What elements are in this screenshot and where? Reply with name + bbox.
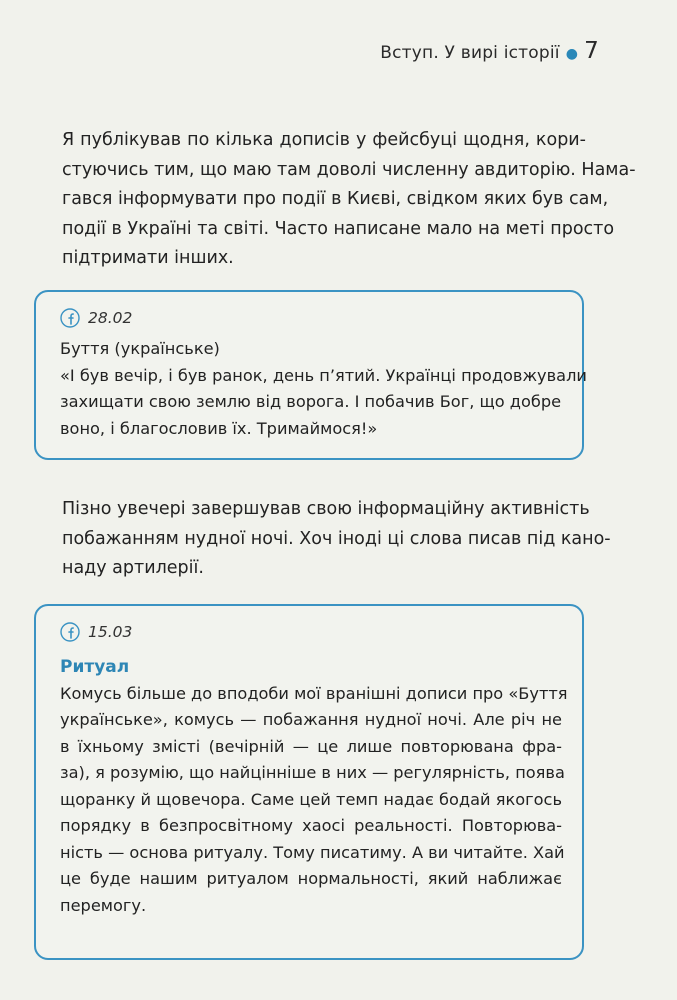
running-title: Вступ. У вирі історії bbox=[380, 43, 560, 63]
text-line: Пізно увечері завершував свою інформаційну активність bbox=[62, 499, 590, 519]
text-line: стуючись тим, що маю там доволі численну авдиторію. Нама- bbox=[62, 159, 636, 180]
text-line: порядку в безпросвітному хаосі реальності. Повторюва- bbox=[60, 816, 562, 835]
text-line: це буде нашим ритуалом нормальності, який наближає bbox=[60, 869, 562, 888]
text-line: наду артилерії. bbox=[62, 558, 204, 578]
text-line: в їхньому змісті (вечірній — це лише повторювана фра- bbox=[60, 736, 562, 756]
post-text bbox=[60, 654, 568, 919]
text-line: підтримати інших. bbox=[62, 248, 234, 268]
text-line: перемогу. bbox=[60, 895, 147, 915]
bullet-dot: ● bbox=[565, 46, 579, 62]
body-paragraph-1 bbox=[62, 126, 636, 274]
post-date: 15.03 bbox=[88, 623, 133, 641]
page-number: 7 bbox=[584, 38, 599, 64]
post-header bbox=[60, 308, 132, 328]
text-line: українське», комусь — побажання нудної ночі. Але річ не bbox=[60, 710, 562, 729]
text-line: щоранку й щовечора. Саме цей темп надає бодай якогось bbox=[60, 789, 562, 809]
facebook-post-box-2 bbox=[34, 604, 584, 960]
text-line: події в Україні та світі. Часто написане мало на меті просто bbox=[62, 218, 615, 239]
post-text bbox=[60, 336, 587, 442]
text-line: Комусь більше до вподоби мої вранішні дописи про «Буття bbox=[60, 683, 568, 703]
text-line: «І був вечір, і був ранок, день п’ятий. Українці продовжували bbox=[60, 365, 587, 385]
post-title: Ритуал bbox=[60, 657, 130, 677]
text-line: воно, і благословив їх. Тримаймося!» bbox=[60, 418, 378, 438]
text-line: ність — основа ритуалу. Тому писатиму. А ви читайте. Хай bbox=[60, 842, 565, 862]
post-header bbox=[60, 622, 132, 642]
text-line: Буття (українське) bbox=[60, 339, 220, 358]
facebook-icon bbox=[60, 308, 80, 328]
running-header bbox=[380, 38, 599, 64]
text-line: гався інформувати про події в Києві, свідком яких був сам, bbox=[62, 189, 609, 209]
post-date: 28.02 bbox=[88, 309, 133, 327]
text-line: за), я розумію, що найцінніше в них — регулярність, поява bbox=[60, 763, 565, 782]
facebook-icon bbox=[60, 622, 80, 642]
text-line: побажанням нудної ночі. Хоч іноді ці слова писав під кано- bbox=[62, 528, 611, 549]
body-paragraph-2 bbox=[62, 495, 611, 584]
text-line: Я публікував по кілька дописів у фейсбуці щодня, кори- bbox=[62, 130, 586, 150]
facebook-post-box-1 bbox=[34, 290, 587, 460]
text-line: захищати свою землю від ворога. І побачив Бог, що добре bbox=[60, 392, 562, 411]
